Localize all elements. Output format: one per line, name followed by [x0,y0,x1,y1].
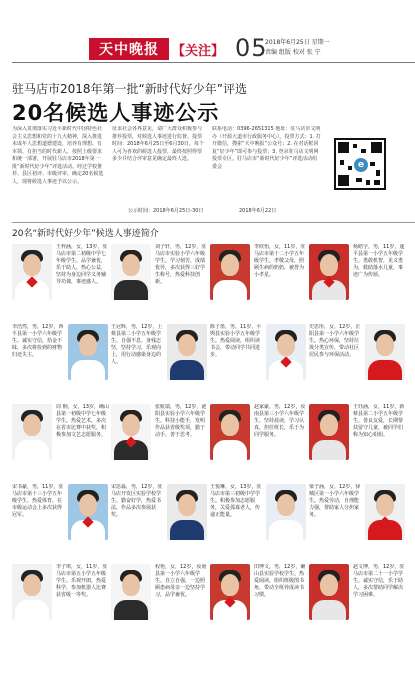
candidate-bio: 陈子墨，男，11岁，平舆县实验小学五年级学生。热爱阅读，组织读书会，带动同学共同进步。 [210,324,262,358]
candidate-bio: 王冠辉，男，12岁，上蔡县第二小学五年级学生。自强不息，身残志坚，坚持学习，乐观向上，用行动感染身边的人。 [111,324,163,365]
candidate-card [111,400,209,478]
candidate-photo [309,404,349,460]
candidate-photo [210,244,250,300]
candidate-card [309,560,407,638]
candidate-card [210,480,308,558]
candidate-card [12,480,110,558]
candidate-photo [266,484,306,540]
candidate-photo [111,564,151,620]
candidate-bio: 程艳，女，12岁，汝南县第一小学六年级学生。自立自强，一边照顾患病母亲一边坚持学习，品学兼优。 [155,564,207,598]
candidate-card [12,400,110,478]
candidate-photo [210,404,250,460]
candidate-bio: 宋思淼，男，12岁，驻马店开发区实验学校学生。勤奋好学，热爱书法，作品多次参展获奖。 [111,484,163,518]
candidate-photo [167,324,207,380]
candidate-photo [365,324,405,380]
candidate-bio: 李子琪，女，11岁，驻马店市第五小学五年级学生。乐观开朗，热爱科学，参加机器人比赛获省级一等奖。 [56,564,108,598]
candidate-bio: 王悦琳，女，13岁，驻马店市第三初级中学学生。积极参加志愿服务，关爱孤寡老人，传递正能量。 [210,484,262,518]
candidate-card [309,480,407,558]
candidate-bio: 周 桐，女，13岁，确山县第一初级中学七年级学生。热爱艺术，多次在省市比赛中获奖，积极参加文艺志愿服务。 [56,404,109,438]
candidate-photo [309,564,349,620]
section-title: 20名“新时代好少年”候选人事迹简介 [12,229,159,239]
intro-column-3: 联系电话：0396-2651315 地址：驻马店市文明办（开源大道市行政服务中心）。投票方式：1. 打开微信，搜索“天中晚报”公众号；2. 在对话框回复“好少年”即可参与投票；3. 登录驻马店文明网投票专区。驻马店市“新时代好少年”评选活动组委会 [212,126,321,170]
candidate-card [210,560,308,638]
candidate-bio: 梁子涵，女，12岁，驿城区第一小学六年级学生。热爱劳动，自理能力强，帮助家人分担家务。 [309,484,361,518]
candidate-photo [12,404,52,460]
date-line [265,38,415,58]
intro-column-2: 征求社会各界意见，请广大群众积极参与推荐投票，对候选人事迹进行监督。投票时间：2018年6月25日至6月30日。每个人可为喜欢的候选人投票，最终按照得票多少并结合评审意见确定最终人选。 [112,126,204,162]
candidate-photo [167,484,207,540]
candidate-card [309,320,407,398]
candidate-bio: 杨皓宇，男，11岁，遂平县第一小学五年级学生。勇敢机智，见义勇为，救助落水儿童，事迹广为传颂。 [353,244,405,278]
candidate-photo [111,244,151,300]
candidate-photo [12,244,52,300]
candidate-bio: 刘子轩，男，12岁，驻马店市实验小学六年级学生。学习刻苦，成绩优异，多次获得三好学生称号，热爱科技创新。 [155,244,207,285]
candidate-card [111,240,209,318]
column-tag: 【关注】 [172,44,225,59]
date-line-2: 责编 组版 校对 张 宁 [265,49,321,56]
signature-time: 公示时间：2018年6月25日-30日 [128,208,204,214]
candidate-photo [68,484,108,540]
candidate-bio: 赵文博，男，12岁，驻马店市第二十一小学学生。诚实守信，乐于助人，多次帮助同学解决学习困难。 [353,564,405,598]
candidate-bio: 赵家豪，男，12岁，汝南县第三小学六年级学生。坚持晨读，学习认真，担任班长，乐于为同学服务。 [254,404,306,438]
candidate-card [309,400,407,478]
candidate-card [309,240,407,318]
candidate-bio: 王钰涵，女，11岁，新蔡县第二小学五年级学生。善良友爱，长期帮扶留守儿童，被同学们称为知心姐姐。 [353,404,405,438]
candidate-photo [68,324,108,380]
candidate-card [12,560,110,638]
article-headline: 20名候选人事迹公示 [12,101,220,125]
candidate-card [210,400,308,478]
candidate-photo [111,404,151,460]
candidate-bio: 宋书豪，男，11岁，驻马店市第十三小学五年级学生。热爱体育，在市级运动会上多次获得冠军。 [12,484,64,518]
candidate-bio: 王梓涵，女，13岁，驻马店市第二初级中学七年级学生。品学兼优，乐于助人，热心公益，坚持为身边同学义务辅导功课，事迹感人。 [56,244,108,285]
candidate-bio: 史思彤，女，12岁，正阳县第一小学六年级学生。热心环保，坚持垃圾分类宣传，带动社区居民参与环保活动。 [309,324,361,358]
candidate-photo [12,564,52,620]
candidate-bio: 田博文，男，12岁，确山县实验学校学生。热爱阅读，组织班级图书角，带动全班养成读书习惯。 [254,564,306,598]
candidate-card [111,560,209,638]
candidate-card [12,320,110,398]
candidate-card [111,480,209,558]
page-number: 05 [235,34,268,62]
candidate-card [111,320,209,398]
article-intro [12,126,322,216]
candidate-bio: 李浩然，男，12岁，西平县第一小学六年级学生。诚实守信，拾金不昧，多次将捡到的财物归还失主。 [12,324,64,358]
masthead [0,0,415,64]
candidate-bio: 张航瑞，男，12岁，泌阳县实验小学六年级学生。科技小能手，发明作品获省级奖项，勤于动手，善于思考。 [155,404,207,438]
header-rule [12,62,415,63]
candidate-photo [309,244,349,300]
article-kicker: 驻马店市2018年第一批“新时代好少年”评选 [12,82,247,96]
newspaper-logo: 天中晚报 [89,38,169,60]
candidate-photo [210,564,250,620]
qr-logo-icon: e [354,158,368,172]
candidate-card [210,320,308,398]
date-line-1: 2018年6月25日 星期一 [265,39,330,46]
candidate-photo [266,324,306,380]
candidate-bio: 李欣怡，女，11岁，驻马店市第十二小学五年级学生。孝敬父母，照顾生病的奶奶，被誉为小孝星。 [254,244,306,278]
signature-date: 2018年6月22日 [239,208,277,214]
section-rule [12,222,415,223]
candidate-card [210,240,308,318]
intro-column-1: 为深入贯彻落实习近平新时代中国特色社会主义思想和党的十九大精神，深入推进未成年人思想道德建设，培养有理想、有本领、有担当的时代新人，按照上级要求和统一部署，开展驻马店市2018年第一批“新时代好少年”评选活动。经过学校推荐、县区初评、市级评审，确定20名候选人，现将候选人事迹予以公示。 [12,126,104,185]
candidate-photo [365,484,405,540]
candidate-card [12,240,110,318]
